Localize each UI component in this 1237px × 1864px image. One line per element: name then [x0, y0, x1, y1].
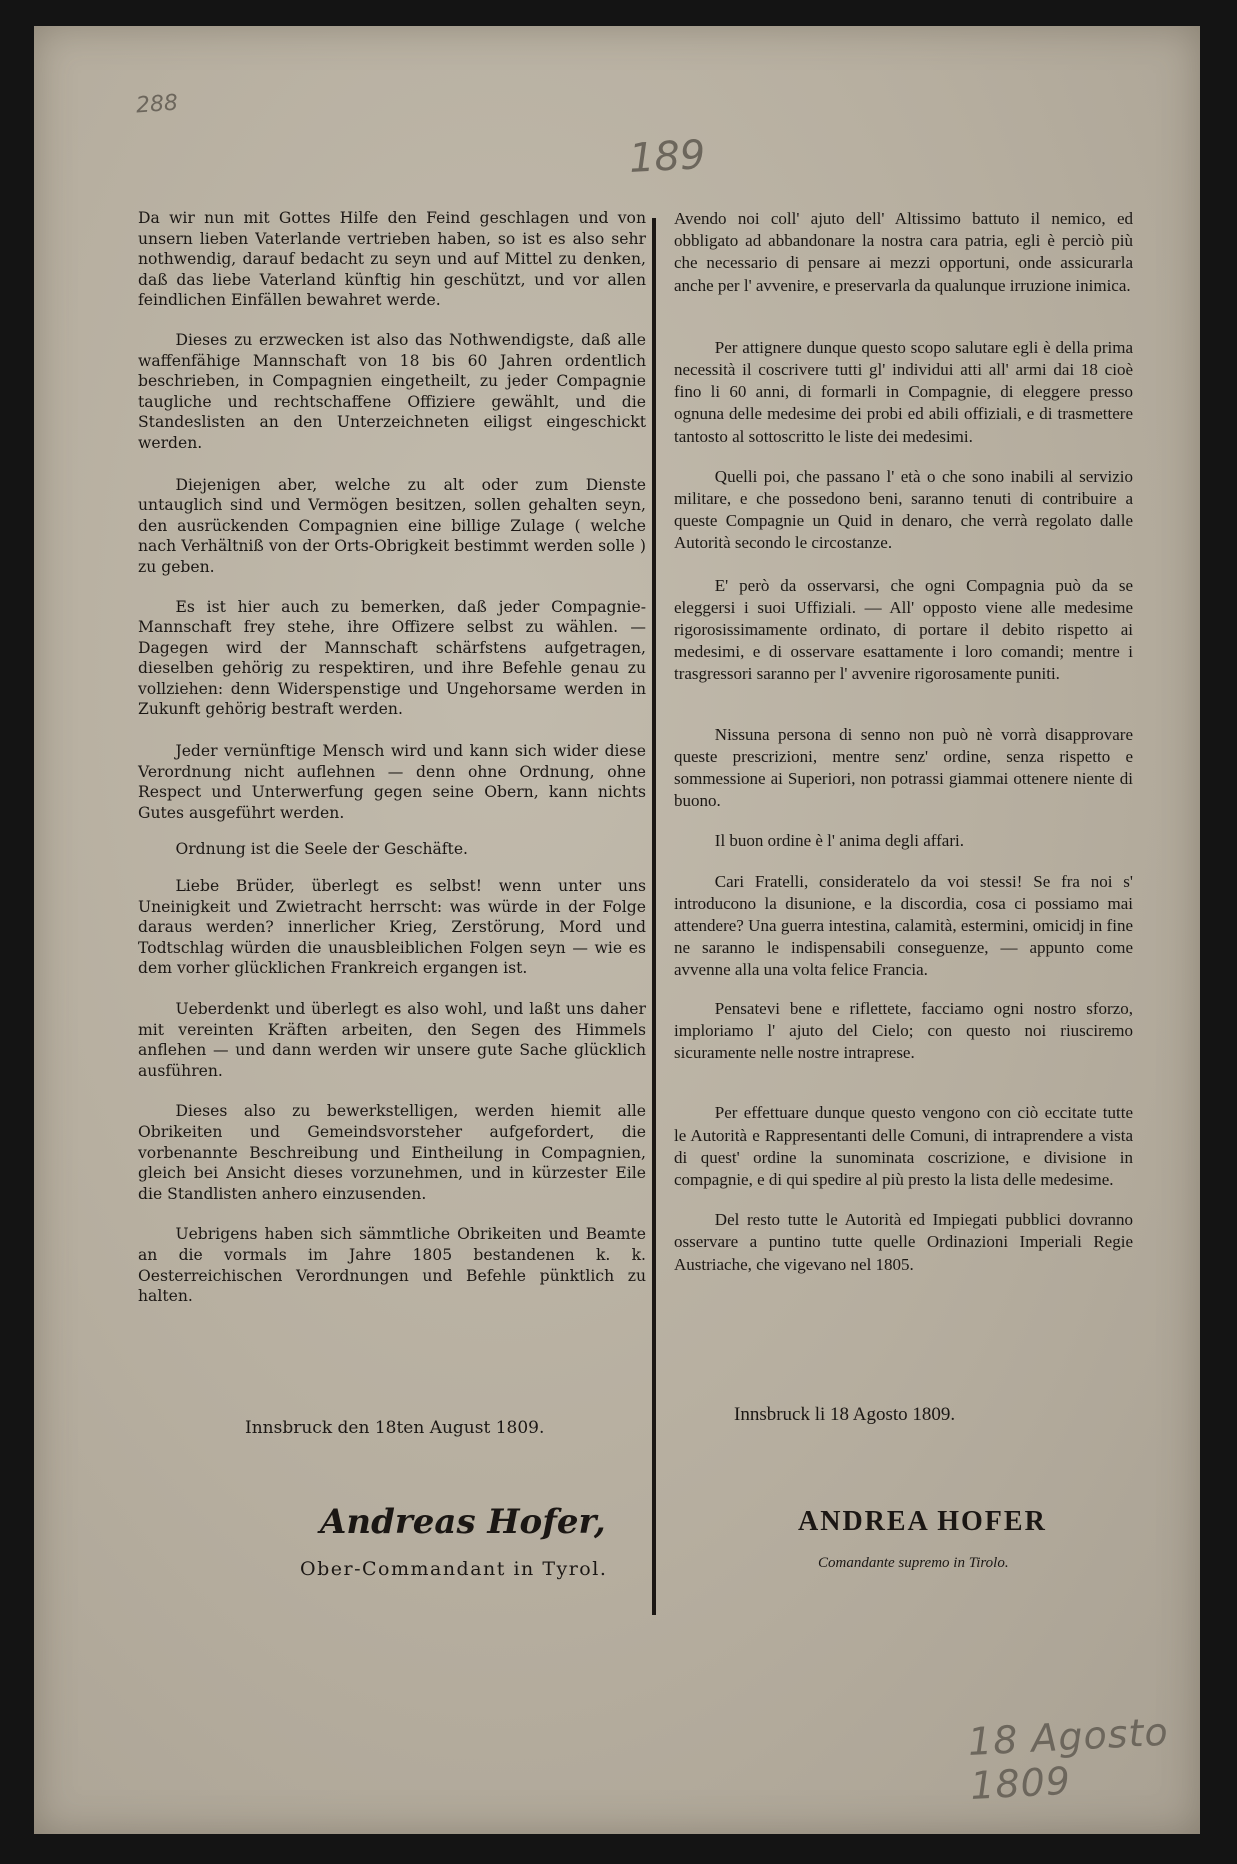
italian-paragraph-9: Per effettuare dunque questo vengono con ciò eccitate tutte le Autorità e Rappresentanti delle Comuni, di intraprendere a vista di quest' ordine la sunominata coscrizione, e divisione in compagnie, e di qui spedire al più presto la lista delle medesime.	[674, 1103, 1133, 1189]
german-paragraph-1: Da wir nun mit Gottes Hilfe den Feind geschlagen und von unsern lieben Vaterlande vertrieben haben, so ist es also sehr nothwendig, darauf bedacht zu seyn und auf Mittel zu denken, daß das liebe Vaterland künftig hin geschützt, und vor allen feindlichen Einfällen bewahret werde.	[138, 209, 646, 310]
italian-paragraph-1: Avendo noi coll' ajuto dell' Altissimo battuto il nemico, ed obbligato ad abbandonare la nostra cara patria, egli è perciò più che necessario di pensare ai mezzi opportuni, onde assicurarla anche per l' avvenire, e preservarla da qualunque irruzione inimica.	[674, 209, 1133, 295]
page-number-annotation: 189	[627, 132, 707, 182]
italian-paragraph-6: Il buon ordine è l' anima degli affari.	[714, 831, 964, 851]
italian-paragraph-10: Del resto tutte le Autorità ed Impiegati pubblici dovranno osservare a puntino tutte quelle Ordinazioni Imperiali Regie Austriache, che vigevano nel 1805.	[674, 1210, 1133, 1274]
german-place-date: Innsbruck den 18ten August 1809.	[245, 1418, 545, 1438]
italian-paragraph-3: Quelli poi, che passano l' età o che sono inabili al servizio militare, e che possedono beni, saranno tenuti di contribuire a queste Compagnie un Quid in denaro, che verrà regolato dalle Autorità secondo le circostanze.	[674, 466, 1133, 553]
italian-paragraph-5: Nissuna persona di senno non può nè vorrà disapprovare queste prescrizioni, mentre senz' ordine, senza rispetto e sommessione ai Superiori, non potrassi giammai ottenere niente di buono.	[674, 724, 1133, 811]
german-signature-name: Andreas Hofer,	[320, 1502, 606, 1542]
german-paragraph-5: Jeder vernünftige Mensch wird und kann sich wider diese Verordnung nicht auflehnen — denn ohne Ordnung, ohne Respect und Unterwerfung gegen seine Obern, kann nichts Gutes ausgeführt werden.	[138, 742, 646, 822]
german-paragraph-7: Liebe Brüder, überlegt es selbst! wenn unter uns Uneinigkeit und Zwietracht herrscht: was würde in der Folge daraus werden? innerlicher Krieg, Zerstörung, Mord und Todtschlag würden die unausbleiblichen Folgen seyn — wie es dem vorher glücklichen Frankreich ergangen ist.	[138, 877, 646, 978]
german-signature-title: Ober-Commandant in Tyrol.	[300, 1558, 608, 1580]
german-paragraph-6: Ordnung ist die Seele der Geschäfte.	[175, 840, 469, 859]
german-paragraph-8: Ueberdenkt und überlegt es also wohl, und laßt uns daher mit vereinten Kräften arbeiten, den Segen des Himmels anflehen — und dann werden wir unsere gute Sache glücklich ausführen.	[138, 1000, 646, 1080]
date-annotation: 18 Agosto 1809	[966, 1709, 1170, 1808]
italian-signature-name: ANDREA HOFER	[798, 1506, 1047, 1537]
italian-paragraph-4: E' però da osservarsi, che ogni Compagnia può da se eleggersi i suoi Uffiziali. — All' opposto viene alle medesime rigorosissimamente ordinato, di portare il debito rispetto ai medesimi, e di osservare esattamente i loro comandi; mentre i trasgressori saranno per l' avvenire rigorosamente puniti.	[674, 575, 1133, 684]
italian-column	[674, 208, 1133, 1276]
german-paragraph-2: Dieses zu erzwecken ist also das Nothwendigste, daß alle waffenfähige Mannschaft von 18 bis 60 Jahren ordentlich beschrieben, in Compagnien eingetheilt, zu jeder Compagnie taugliche und rechtschaffene Offiziere gewählt, und die Standeslisten an den Unterzeichneten eiligst eingeschickt werden.	[138, 330, 646, 452]
italian-place-date: Innsbruck li 18 Agosto 1809.	[734, 1404, 956, 1425]
italian-paragraph-7: Cari Fratelli, consideratelo da voi stessi! Se fra noi s' introducono la disunione, e la discordia, cosa ci possiamo mai attendere? Una guerra intestina, calamità, estermini, omicidj in fine ne saranno le indispensabili conseguenze, — appunto come avvenne alla una volta felice Francia.	[674, 871, 1133, 980]
italian-paragraph-8: Pensatevi bene e riflettete, facciamo ogni nostro sforzo, imploriamo l' ajuto del Cielo; con questo noi riusciremo sicuramente nelle nostre intraprese.	[674, 998, 1133, 1063]
german-column	[138, 208, 646, 1307]
italian-paragraph-2: Per attignere dunque questo scopo salutare egli è della prima necessità il coscrivere tutti gl' individui atti all' armi dai 18 cioè fino li 60 anni, di formarli in Compagnie, di eleggere presso ognuna delle medesime dei probi ed abili offiziali, e di trasmettere tantosto al sottoscritto le liste dei medesimi.	[674, 337, 1133, 446]
column-divider	[652, 218, 656, 1615]
archive-number-annotation: 288	[135, 90, 179, 119]
italian-signature-title: Comandante supremo in Tirolo.	[818, 1555, 1009, 1571]
german-paragraph-3: Diejenigen aber, welche zu alt oder zum Dienste untauglich sind und Vermögen besitzen, sollen gehalten seyn, den ausrückenden Compagnien eine billige Zulage ( welche nach Verhältniß von der Orts-Obrigkeit bestimmt werden solle ) zu geben.	[138, 475, 646, 576]
german-paragraph-4: Es ist hier auch zu bemerken, daß jeder Compagnie-Mannschaft frey stehe, ihre Offizere selbst zu wählen. — Dagegen wird der Mannschaft schärfstens aufgetragen, dieselben gehörig zu respektiren, und ihre Befehle genau zu vollziehen: denn Widerspenstige und Ungehorsame werden in Zukunft gehörig bestraft werden.	[138, 597, 646, 719]
german-paragraph-10: Uebrigens haben sich sämmtliche Obrikeiten und Beamte an die vormals im Jahre 1805 bestandenen k. k. Oesterreichischen Verordnungen und Befehle pünktlich zu halten.	[138, 1225, 646, 1306]
german-paragraph-9: Dieses also zu bewerkstelligen, werden hiemit alle Obrikeiten und Gemeindsvorsteher aufgefordert, die vorbenannte Beschreibung und Eintheilung in Compagnien, gleich bei Ansicht dieses vorzunehmen, und in kürzester Eile die Standlisten anhero einzusenden.	[138, 1102, 646, 1203]
